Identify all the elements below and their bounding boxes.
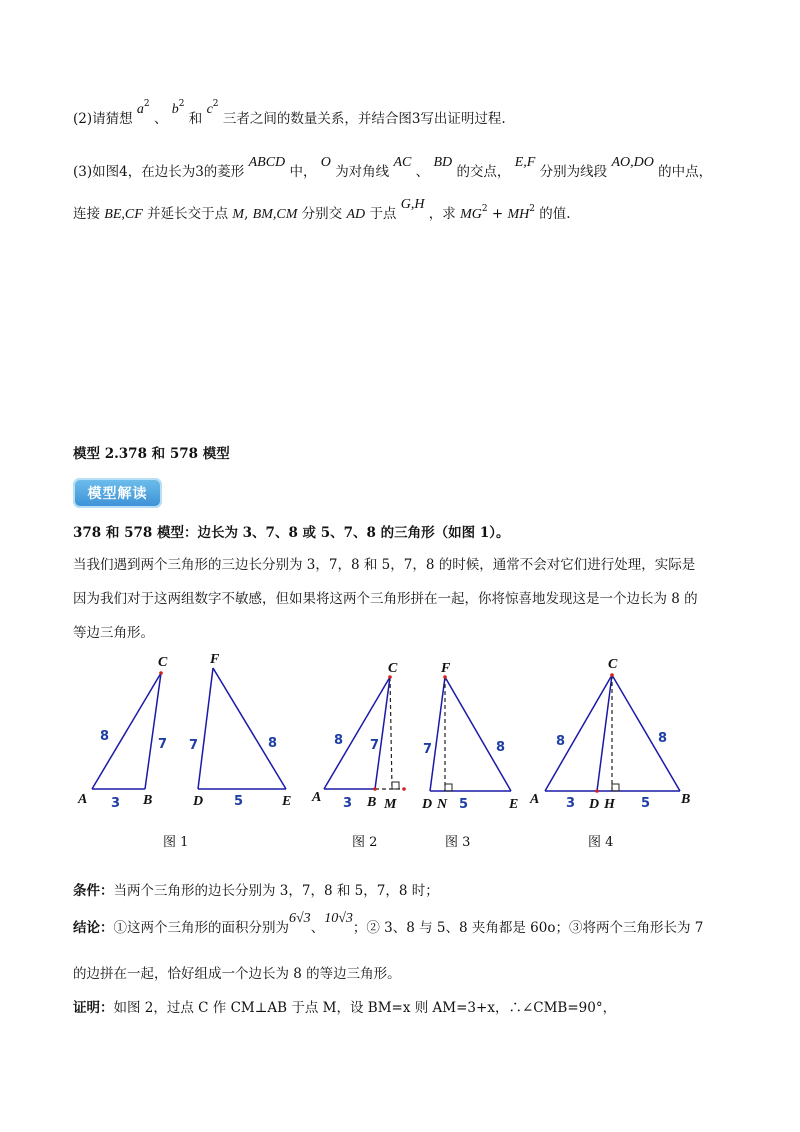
fig4-side-cb: [612, 675, 680, 791]
var-a: a: [136, 102, 144, 117]
fig2-label-a: A: [312, 790, 322, 805]
conclusion-line-1: [73, 911, 704, 939]
exp: 2: [143, 99, 150, 109]
fig4-label-c: C: [608, 657, 618, 672]
text: 分别为线段: [539, 164, 608, 180]
fig3-label-d: D: [422, 797, 433, 812]
fig4-label-a: A: [530, 792, 540, 807]
fig3-side-df: [430, 677, 445, 791]
text: 并延长交于点: [147, 206, 229, 222]
fig2-right-angle: [392, 782, 399, 789]
text: 中，: [289, 164, 317, 180]
fig3-len-5: 5: [459, 797, 469, 812]
fig4-label-d: D: [589, 797, 600, 812]
rhombus-abcd: ABCD: [248, 155, 286, 170]
fig4-len-5: 5: [641, 796, 651, 811]
fig2-len-3: 3: [343, 796, 353, 811]
fig3-len-7: 7: [423, 742, 433, 757]
separator: 、: [153, 111, 168, 127]
fig2-side-bc: [375, 677, 390, 789]
text: 于点: [369, 206, 397, 222]
fig1-label-d: D: [193, 794, 204, 809]
text: (3)如图4，在边长为3的菱形: [73, 164, 245, 180]
exp: 2: [212, 99, 219, 109]
fig1-len-7: 7: [158, 737, 168, 752]
fig4-len-8b: 8: [658, 731, 668, 746]
point-o: O: [320, 155, 331, 170]
fig4-right-angle: [612, 784, 619, 791]
fig1-label-f: F: [210, 652, 220, 667]
model-heading: 378 和 578 模型：边长为 3、7、8 或 5、7、8 的三角形（如图 1）。: [73, 525, 510, 541]
fig4-side-ac: [545, 675, 612, 791]
condition-label: 条件：: [73, 883, 114, 899]
q2-suffix: 三者之间的数量关系，并结合图3写出证明过程.: [222, 111, 506, 127]
fig4-len-8: 8: [556, 734, 566, 749]
fig3-label-e: E: [509, 797, 519, 812]
condition-line: [73, 881, 439, 901]
points-gh: G,H: [400, 197, 425, 212]
expr-mg: MG: [460, 207, 482, 222]
fig2-point-b: [373, 787, 377, 791]
text: ,: [244, 206, 249, 222]
caption-fig-2: 图 2: [352, 835, 378, 850]
fig1-side-fe: [213, 668, 286, 789]
fig3-right-angle: [445, 784, 452, 791]
fig1-label-e: E: [282, 794, 292, 809]
intro-line-1: 当我们遇到两个三角形的三边长分别为 3，7，8 和 5，7，8 的时候，通常不会对它们进行处理，实际是: [73, 557, 696, 573]
fig1-label-b: B: [143, 793, 153, 808]
fig4-side-dc: [597, 675, 612, 791]
text: 的交点，: [456, 164, 511, 180]
fig4-point-c: [610, 673, 614, 677]
segments-ao-do: AO,DO: [611, 155, 654, 170]
fig2-len-7: 7: [370, 738, 380, 753]
caption-fig-1: 图 1: [163, 835, 189, 850]
segment-ac: AC: [393, 155, 412, 170]
point-m: M: [232, 207, 245, 222]
var-b: b: [171, 102, 179, 117]
exp: 2: [178, 99, 185, 109]
fig1-label-c: C: [158, 655, 168, 670]
text: 的中点，: [658, 164, 713, 180]
text: 分别交: [301, 206, 343, 222]
fig2-label-b: B: [367, 795, 377, 810]
fig2-altitude-cm: [390, 677, 392, 789]
fig1-label-a: A: [78, 792, 88, 807]
exp: 2: [481, 204, 488, 214]
fig1-side-bc: [145, 673, 161, 789]
q2-prefix: (2)请猜想: [73, 111, 133, 127]
text: ，求: [428, 206, 456, 222]
fig1-len-8: 8: [100, 729, 110, 744]
conclusion-label: 结论：: [73, 920, 114, 936]
intro-line-2: 因为我们对于这两组数字不敏感，但如果将这两个三角形拼在一起，你将惊喜地发现这是一个边长为 8 的: [73, 591, 698, 607]
model-interpretation-badge: 模型解读: [73, 478, 162, 508]
fig4-label-h: H: [604, 797, 615, 812]
fig2-label-m: M: [384, 797, 397, 812]
fig1-len-8b: 8: [268, 736, 278, 751]
exp: 2: [529, 204, 535, 214]
separator: 、: [415, 164, 430, 180]
condition-text: 当两个三角形的边长分别为 3，7，8 和 5，7，8 时；: [113, 883, 439, 899]
fig1-side-df: [198, 668, 213, 789]
fig2-point-end: [402, 787, 406, 791]
proof-label: 证明：: [73, 1000, 114, 1016]
fig4-label-b: B: [681, 792, 691, 807]
area-2: 10√3: [324, 911, 353, 926]
expr-mh: MH: [507, 207, 530, 222]
fig1-len-5: 5: [234, 794, 244, 809]
area-1: 6√3: [289, 911, 311, 926]
caption-fig-3: 图 3: [445, 835, 471, 850]
segment-ad: AD: [346, 207, 366, 222]
caption-fig-4: 图 4: [588, 835, 614, 850]
proof-line: [73, 998, 616, 1018]
fig3-label-n: N: [437, 797, 448, 812]
fig3-label-f: F: [441, 661, 451, 676]
fig4-len-3: 3: [566, 796, 576, 811]
proof-text: 如图 2，过点 C 作 CM⊥AB 于点 M，设 BM=x 则 AM=3+x，∴∠CMB=90°，: [113, 1000, 617, 1016]
intro-line-3: 等边三角形。: [73, 625, 154, 641]
text: 为对角线: [335, 164, 390, 180]
fig1-point-c: [159, 671, 163, 675]
fig3-side-fe: [445, 677, 511, 791]
text: 的值.: [539, 206, 571, 222]
plus: +: [487, 206, 508, 222]
points-ef: E,F: [514, 155, 536, 170]
segments-bm-cm: BM,CM: [252, 207, 298, 222]
fig1-len-3: 3: [111, 796, 121, 811]
fig4-point-d: [595, 789, 599, 793]
text: ①这两个三角形的面积分别为: [113, 920, 289, 936]
fig1-len-7b: 7: [189, 738, 199, 753]
var-c: c: [206, 102, 213, 117]
segment-bd: BD: [433, 155, 453, 170]
fig2-len-8: 8: [334, 733, 344, 748]
segments-be-cf: BE,CF: [104, 207, 143, 222]
text: ；② 3、8 与 5、8 夹角都是 60o；③将两个三角形长为 7: [352, 920, 704, 936]
conclusion-line-2: 的边拼在一起，恰好组成一个边长为 8 的等边三角形。: [73, 966, 401, 982]
text: 连接: [73, 206, 100, 222]
separator: 、: [310, 920, 325, 936]
section-title: 模型 2.378 和 578 模型: [73, 446, 230, 462]
word-and: 和: [188, 111, 203, 127]
fig3-len-8: 8: [496, 740, 506, 755]
fig2-label-c: C: [388, 661, 398, 676]
